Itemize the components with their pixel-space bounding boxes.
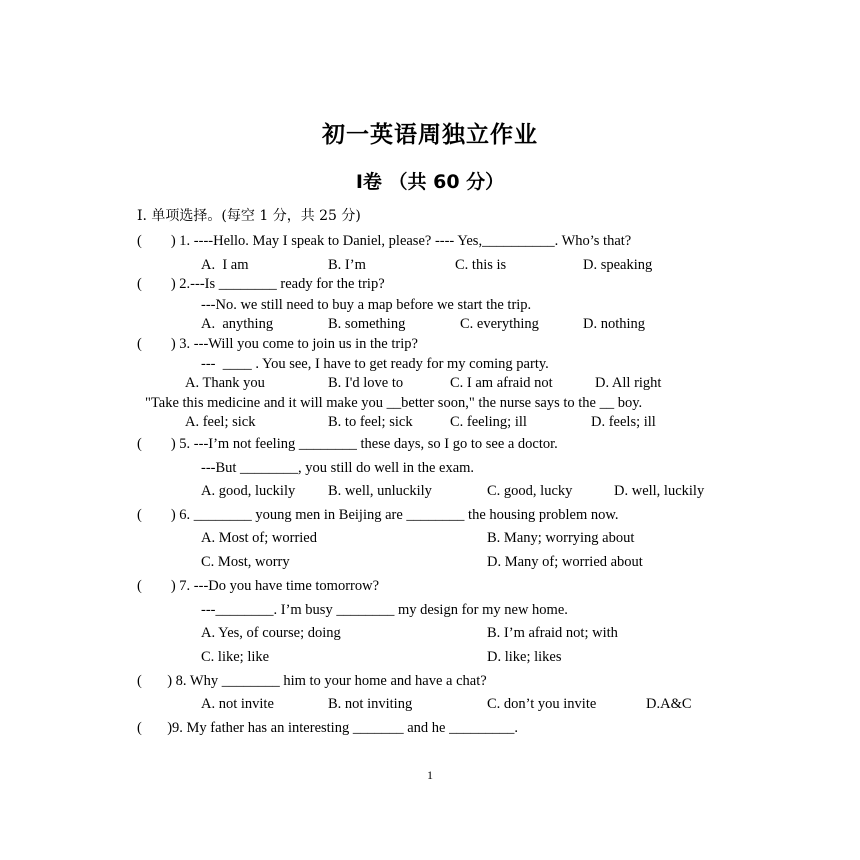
question-4-option-c: C. feeling; ill xyxy=(450,414,527,430)
question-6-option-b: B. Many; worrying about xyxy=(487,530,635,546)
question-1-option-b: B. I’m xyxy=(328,257,366,273)
question-2-option-b: B. something xyxy=(328,316,406,332)
question-8-option-c: C. don’t you invite xyxy=(487,696,597,712)
question-3-stem-reply: --- ____ . You see, I have to get ready for my coming party. xyxy=(201,356,549,372)
question-5-stem: ( ) 5. ---I’m not feeling ________ these days, so I go to see a doctor. xyxy=(137,436,558,452)
question-1-option-d: D. speaking xyxy=(583,257,653,273)
question-6-stem: ( ) 6. ________ young men in Beijing are ________ the housing problem now. xyxy=(137,507,619,523)
question-5-option-b: B. well, unluckily xyxy=(328,483,432,499)
question-7-stem-reply: ---________. I’m busy ________ my design for my new home. xyxy=(201,602,568,618)
question-4-option-b: B. to feel; sick xyxy=(328,414,413,430)
question-6-option-c: C. Most, worry xyxy=(201,554,290,570)
question-8-option-a: A. not invite xyxy=(201,696,274,712)
question-7-option-d: D. like; likes xyxy=(487,649,562,665)
question-5-option-a: A. good, luckily xyxy=(201,483,296,499)
question-1-option-c: C. this is xyxy=(455,257,507,273)
question-3-option-d: D. All right xyxy=(595,375,662,391)
question-8-option-d: D.A&C xyxy=(646,696,692,712)
question-7-stem: ( ) 7. ---Do you have time tomorrow? xyxy=(137,578,380,594)
section-heading: Ⅰ. 单项选择。(每空 1 分，共 25 分) xyxy=(137,208,361,224)
question-3-option-c: C. I am afraid not xyxy=(450,375,553,391)
question-5-option-c: C. good, lucky xyxy=(487,483,573,499)
page-title: 初一英语周独立作业 xyxy=(322,122,538,148)
question-7-option-a: A. Yes, of course; doing xyxy=(201,625,341,641)
question-2-stem: ( ) 2.---Is ________ ready for the trip? xyxy=(137,276,385,292)
question-2-option-d: D. nothing xyxy=(583,316,646,332)
question-2-stem-reply: ---No. we still need to buy a map before we start the trip. xyxy=(201,297,532,313)
question-2-option-c: C. everything xyxy=(460,316,539,332)
question-7-option-c: C. like; like xyxy=(201,649,270,665)
page-number: 1 xyxy=(427,768,433,782)
question-3-stem: ( ) 3. ---Will you come to join us in the trip? xyxy=(137,336,418,352)
question-4-stem: "Take this medicine and it will make you __better soon," the nurse says to the __ boy. xyxy=(145,395,643,411)
question-3-option-b: B. I'd love to xyxy=(328,375,404,391)
question-1-stem: ( ) 1. ----Hello. May I speak to Daniel, please? ---- Yes,__________. Who’s that? xyxy=(137,233,632,249)
page-subtitle: Ⅰ卷 （共 60 分） xyxy=(355,171,505,193)
question-6-option-a: A. Most of; worried xyxy=(201,530,317,546)
question-3-option-a: A. Thank you xyxy=(185,375,265,391)
question-1-option-a: A. I am xyxy=(201,257,249,273)
question-4-option-d: D. feels; ill xyxy=(591,414,656,430)
question-5-option-d: D. well, luckily xyxy=(614,483,705,499)
question-5-stem-reply: ---But ________, you still do well in the exam. xyxy=(201,460,475,476)
question-7-option-b: B. I’m afraid not; with xyxy=(487,625,618,641)
question-8-option-b: B. not inviting xyxy=(328,696,413,712)
question-6-option-d: D. Many of; worried about xyxy=(487,554,643,570)
question-8-stem: ( ) 8. Why ________ him to your home and have a chat? xyxy=(137,673,487,689)
question-9-stem: ( )9. My father has an interesting _______ and he _________. xyxy=(137,720,518,736)
question-4-option-a: A. feel; sick xyxy=(185,414,256,430)
question-2-option-a: A. anything xyxy=(201,316,274,332)
